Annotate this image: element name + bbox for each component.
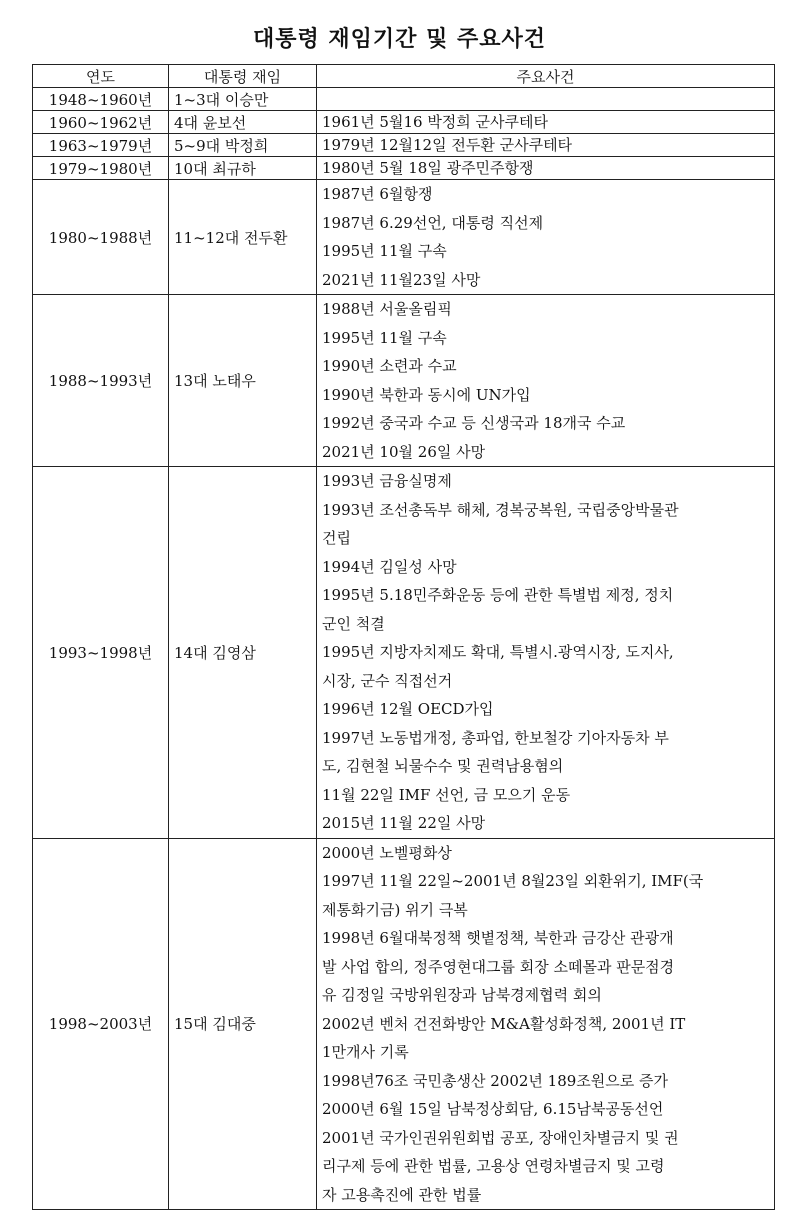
- event-line: 1992년 중국과 수교 등 신생국과 18개국 수교: [322, 414, 626, 432]
- event-line: 1995년 지방자치제도 확대, 특별시.광역시장, 도지사,: [322, 643, 674, 661]
- event-line: 군인 척결: [322, 614, 385, 633]
- cell-president: 10대 최규하: [169, 157, 317, 180]
- event-line: 2000년 6월 15일 남북정상회담, 6.15남북공동선언: [322, 1100, 664, 1118]
- event-line: 발 사업 합의, 정주영현대그룹 회장 소떼몰과 판문점경: [322, 957, 675, 976]
- event-line: 자 고용촉진에 관한 법률: [322, 1185, 482, 1204]
- cell-year: 1960~1962년: [33, 111, 169, 134]
- cell-events: [317, 88, 775, 111]
- event-line: 도, 김현철 뇌물수수 및 권력남용혐의: [322, 757, 564, 775]
- event-line: 1961년 5월16 박정희 군사쿠테타: [322, 113, 549, 131]
- cell-events: [317, 111, 775, 134]
- event-line: 건립: [322, 529, 351, 547]
- event-line: 1980년 5월 18일 광주민주항쟁: [322, 159, 534, 177]
- page-title: 대통령 재임기간 및 주요사건: [252, 27, 546, 52]
- event-line: 1997년 노동법개정, 총파업, 한보철강 기아자동차 부: [322, 728, 669, 747]
- table-row: [33, 467, 775, 839]
- header-year: 연도: [33, 65, 169, 88]
- event-line: 2021년 10월 26일 사망: [322, 442, 486, 461]
- cell-president: 5~9대 박정희: [169, 134, 317, 157]
- event-line: 2001년 국가인권위원회법 공포, 장애인차별금지 및 권: [322, 1128, 679, 1147]
- header-president: 대통령 재임: [169, 65, 317, 88]
- event-line: 리구제 등에 관한 법률, 고용상 연령차별금지 및 고령: [322, 1157, 665, 1175]
- event-line: 2015년 11월 22일 사망: [322, 814, 486, 832]
- event-line: 1996년 12월 OECD가입: [322, 700, 494, 718]
- table-body: [33, 88, 775, 1210]
- cell-year: 1993~1998년: [33, 467, 169, 839]
- cell-events: [317, 295, 775, 467]
- cell-president: 14대 김영삼: [169, 467, 317, 839]
- event-line: 1979년 12월12일 전두환 군사쿠테타: [322, 136, 573, 154]
- table-row: [33, 111, 775, 134]
- cell-year: 1948~1960년: [33, 88, 169, 111]
- event-line: 2021년 11월23일 사망: [322, 270, 481, 289]
- event-line: 1만개사 기록: [322, 1043, 409, 1061]
- cell-events: [317, 180, 775, 295]
- event-line: 1998년76조 국민총생산 2002년 189조원으로 증가: [322, 1071, 668, 1090]
- event-line: 1993년 조선총독부 해체, 경복궁복원, 국립중앙박물관: [322, 500, 679, 519]
- table-row: [33, 180, 775, 295]
- cell-year: 1988~1993년: [33, 295, 169, 467]
- event-line: 1987년 6.29선언, 대통령 직선제: [322, 213, 544, 232]
- event-line: 1994년 김일성 사망: [322, 557, 457, 576]
- cell-year: 1963~1979년: [33, 134, 169, 157]
- cell-president: 1~3대 이승만: [169, 88, 317, 111]
- event-line: 2000년 노벨평화상: [322, 843, 452, 862]
- event-line: 시장, 군수 직접선거: [322, 671, 453, 690]
- event-line: 1993년 금융실명제: [322, 472, 452, 490]
- table-row: [33, 838, 775, 1210]
- event-line: 1995년 11월 구속: [322, 328, 447, 347]
- event-line: [322, 88, 769, 110]
- event-line: 1997년 11월 22일~2001년 8월23일 외환위기, IMF(국: [322, 872, 704, 890]
- event-line: 11월 22일 IMF 선언, 금 모으기 운동: [322, 785, 571, 804]
- cell-president: 4대 윤보선: [169, 111, 317, 134]
- cell-events: [317, 838, 775, 1210]
- cell-year: 1998~2003년: [33, 838, 169, 1210]
- cell-president: 13대 노태우: [169, 295, 317, 467]
- cell-events: [317, 467, 775, 839]
- event-line: 1988년 서울올림픽: [322, 300, 452, 318]
- event-line: 1998년 6월대북정책 햇볕정책, 북한과 금강산 관광개: [322, 929, 674, 947]
- cell-year: 1979~1980년: [33, 157, 169, 180]
- table-row: [33, 88, 775, 111]
- event-line: 1995년 5.18민주화운동 등에 관한 특별법 제정, 정치: [322, 586, 674, 604]
- cell-president: 15대 김대중: [169, 838, 317, 1210]
- event-line: 1987년 6월항쟁: [322, 185, 433, 203]
- presidents-table: [32, 64, 775, 1210]
- event-line: 1990년 북한과 동시에 UN가입: [322, 385, 531, 404]
- table-row: [33, 157, 775, 180]
- cell-year: 1980~1988년: [33, 180, 169, 295]
- cell-events: [317, 157, 775, 180]
- cell-events: [317, 134, 775, 157]
- event-line: 2002년 벤처 건전화방안 M&A활성화정책, 2001년 IT: [322, 1014, 686, 1033]
- event-line: 1995년 11월 구속: [322, 242, 447, 260]
- event-line: 유 김정일 국방위원장과 남북경제협력 회의: [322, 986, 602, 1004]
- cell-president: 11~12대 전두환: [169, 180, 317, 295]
- table-row: [33, 295, 775, 467]
- event-line: 제통화기금) 위기 극복: [322, 900, 468, 919]
- table-row: [33, 134, 775, 157]
- header-events: 주요사건: [317, 65, 775, 88]
- table-header-row: [33, 65, 775, 88]
- event-line: 1990년 소련과 수교: [322, 357, 457, 375]
